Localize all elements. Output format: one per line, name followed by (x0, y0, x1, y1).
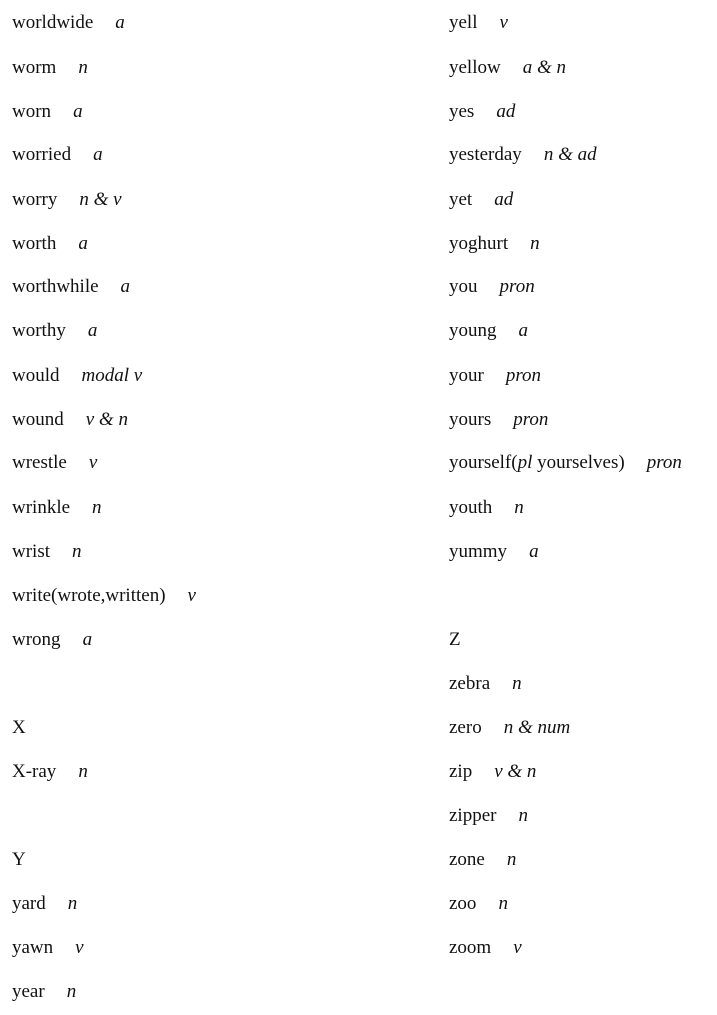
entry-pos: v (187, 585, 196, 606)
entry-pos: a (82, 629, 93, 650)
entry-word: worth (12, 233, 57, 254)
entry-wound (12, 409, 128, 431)
entry-pos: a (78, 233, 88, 254)
entry-pos: v & n (494, 761, 537, 782)
entry-pos: a & n (522, 57, 566, 78)
entry-word: yawn (12, 937, 54, 958)
entry-zebra (449, 673, 522, 695)
entry-word: would (12, 365, 60, 386)
entry-wrong (12, 629, 92, 651)
entry-yesterday (449, 144, 597, 166)
entry-young (449, 320, 528, 342)
entry-x-ray (12, 761, 88, 783)
entry-yawn (12, 937, 84, 959)
entry-zoo (449, 893, 508, 915)
entry-zip (449, 761, 536, 783)
entry-word: worn (12, 101, 52, 122)
entry-wrestle (12, 452, 97, 474)
entry-worm (12, 57, 88, 79)
entry-word: yard (12, 893, 46, 914)
entry-word: you (449, 276, 478, 297)
entry-yours (449, 409, 548, 431)
entry-word: yours (449, 409, 492, 430)
entry-pos: n (514, 497, 524, 518)
entry-pos: n (530, 233, 540, 254)
entry-word: yet (449, 189, 473, 210)
entry-pos: a (87, 320, 98, 341)
entry-pos: modal v (81, 365, 143, 386)
entry-word: wrestle (12, 452, 67, 473)
entry-pos: n (518, 805, 528, 826)
entry-word: yes (449, 101, 475, 122)
entry-wrinkle (12, 497, 102, 519)
entry-word: wrong (12, 629, 61, 650)
entry-pos: pron (513, 409, 549, 430)
entry-worthy (12, 320, 97, 342)
entry-yourself (449, 452, 682, 474)
section-heading-z: Z (449, 629, 461, 650)
entry-zone (449, 849, 516, 871)
entry-word: zip (449, 761, 473, 782)
entry-pos: pron (646, 452, 682, 473)
entry-zipper (449, 805, 528, 827)
entry-yet (449, 189, 513, 211)
entry-word: zebra (449, 673, 491, 694)
entry-word: worthwhile (12, 276, 99, 297)
entry-pos: ad (496, 101, 516, 122)
entry-pos: n & ad (543, 144, 597, 165)
entry-youth (449, 497, 524, 519)
entry-word: yesterday (449, 144, 522, 165)
entry-word: wrist (12, 541, 50, 562)
entry-word: zone (449, 849, 485, 870)
entry-pos: n (78, 57, 88, 78)
entry-pos: a (518, 320, 528, 341)
entry-pos: n (67, 893, 78, 914)
entry-word-plural-marker: pl (517, 452, 533, 473)
entry-pos: n (72, 541, 82, 562)
section-heading-x: X (12, 717, 26, 738)
entry-yes (449, 101, 515, 123)
entry-pos: pron (505, 365, 542, 386)
entry-word: write(wrote,written) (12, 585, 166, 606)
entry-would (12, 365, 142, 387)
entry-pos: a (73, 101, 83, 122)
entry-word: worm (12, 57, 57, 78)
entry-yummy (449, 541, 539, 563)
entry-pos: v (513, 937, 522, 958)
entry-your (449, 365, 541, 387)
entry-word: yoghurt (449, 233, 509, 254)
entry-you (449, 276, 535, 298)
entry-pos: v (499, 12, 508, 33)
entry-word: year (12, 981, 45, 1002)
entry-word-prefix: yourself( (449, 452, 518, 473)
section-heading-y: Y (12, 849, 26, 870)
entry-word: worthy (12, 320, 66, 341)
entry-worth (12, 233, 88, 255)
entry-word: yellow (449, 57, 501, 78)
entry-pos: n (92, 497, 102, 518)
entry-pos: ad (494, 189, 514, 210)
entry-word: zoom (449, 937, 492, 958)
entry-pos: v (75, 937, 84, 958)
entry-pos: n & num (503, 717, 571, 738)
entry-worldwide (12, 12, 125, 34)
entry-worn (12, 101, 83, 123)
entry-word: worried (12, 144, 72, 165)
entry-zero (449, 717, 570, 739)
entry-word (449, 452, 625, 473)
entry-word: yell (449, 12, 478, 33)
entry-pos: v (88, 452, 98, 473)
entry-word: X-ray (12, 761, 57, 782)
entry-word: wound (12, 409, 64, 430)
entry-pos: n (512, 673, 522, 694)
entry-worthwhile (12, 276, 130, 298)
entry-word: zero (449, 717, 482, 738)
entry-year (12, 981, 76, 1003)
entry-wrist (12, 541, 82, 563)
entry-word: youth (449, 497, 493, 518)
entry-yoghurt (449, 233, 540, 255)
entry-worried (12, 144, 103, 166)
entry-pos: n & v (79, 189, 122, 210)
entry-zoom (449, 937, 522, 959)
entry-pos: a (93, 144, 103, 165)
entry-pos: n (66, 981, 77, 1002)
entry-pos: pron (499, 276, 535, 297)
entry-pos: n (78, 761, 88, 782)
entry-pos: n (506, 849, 517, 870)
entry-pos: a (115, 12, 125, 33)
entry-word: zoo (449, 893, 477, 914)
entry-word: young (449, 320, 497, 341)
entry-word: zipper (449, 805, 497, 826)
entry-yellow (449, 57, 566, 79)
entry-yard (12, 893, 77, 915)
entry-word: yummy (449, 541, 508, 562)
entry-pos: n (498, 893, 508, 914)
entry-write (12, 585, 196, 607)
entry-yell (449, 12, 508, 34)
entry-word: worry (12, 189, 58, 210)
entry-word: worldwide (12, 12, 94, 33)
entry-word-suffix: yourselves) (532, 452, 625, 473)
entry-pos: a (120, 276, 131, 297)
entry-worry (12, 189, 122, 211)
entry-pos: v & n (85, 409, 128, 430)
entry-word: your (449, 365, 484, 386)
entry-pos: a (529, 541, 539, 562)
entry-word: wrinkle (12, 497, 71, 518)
